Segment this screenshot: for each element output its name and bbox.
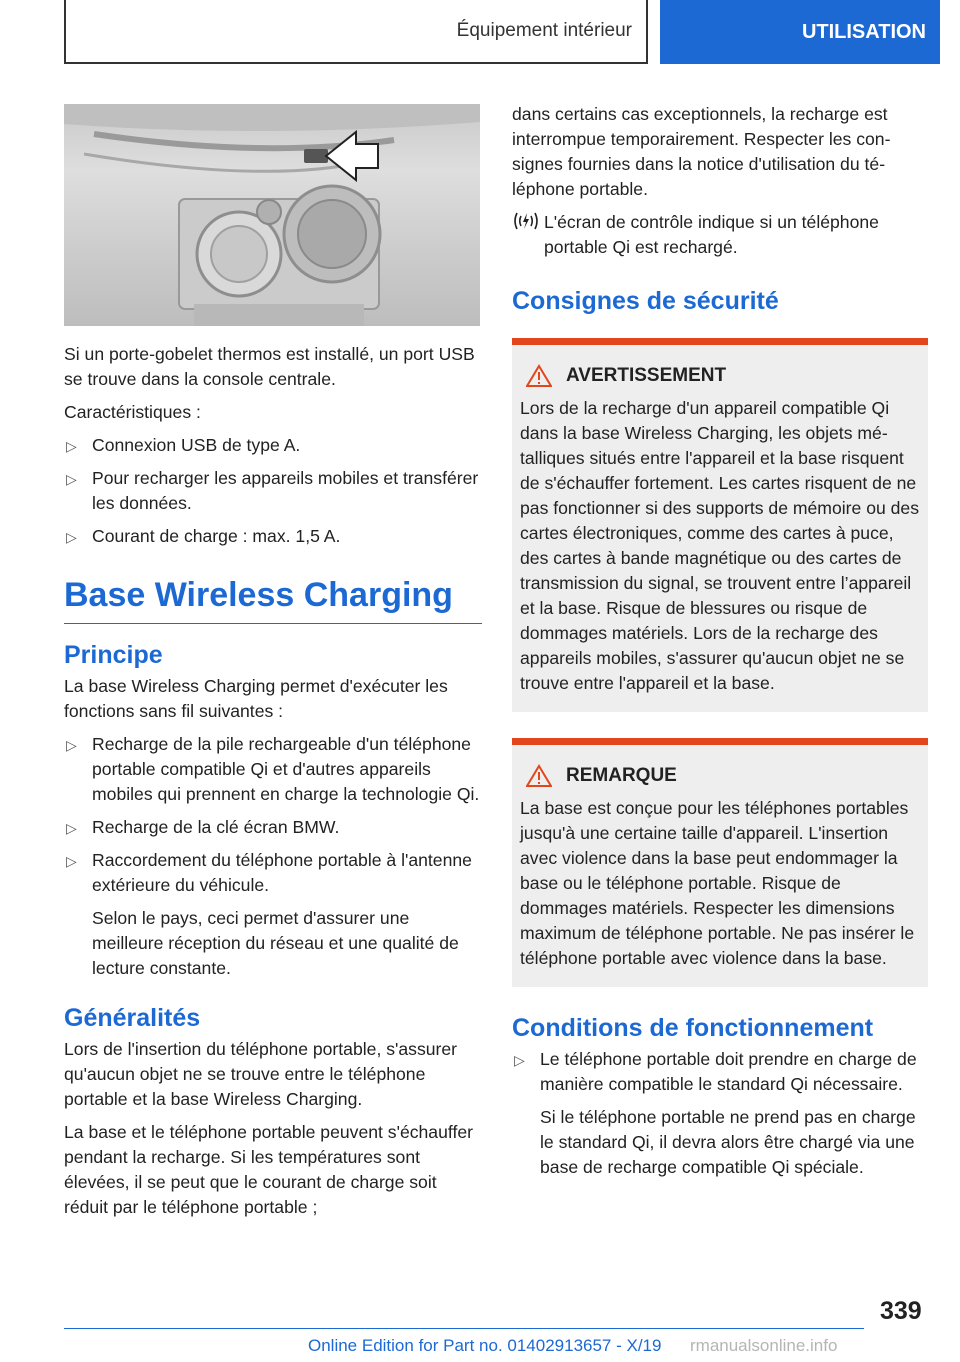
- principe-heading: Principe: [64, 641, 163, 669]
- list-item: ▷ Raccordement du téléphone portable à l'antenne extérieure du véhicule.: [66, 850, 472, 895]
- bullet-triangle-icon: ▷: [66, 853, 77, 869]
- list-item: ▷ Recharge de la pile rechargeable d'un téléphone portable compatible Qi et d'autres appareils mobiles qui prennent en charge la technologie Qi.: [66, 734, 480, 804]
- bullet-triangle-icon: ▷: [66, 820, 77, 836]
- header-chapter-title: UTILISATION: [801, 20, 926, 43]
- warning-box: [512, 338, 928, 712]
- generalites-paragraph-2: La base et le téléphone portable peuvent s'échauffer pendant la recharge. Si les températures sont élevées, il se peut que le courant de charge soit réduit par le téléphone portable ;: [64, 1122, 473, 1217]
- indicator-line: [512, 210, 928, 268]
- header-section-title: Équipement intérieur: [456, 20, 632, 41]
- continued-text: dans certains cas exceptionnels, la recharge est interrompue temporairement. Respecter les consignes fournies dans la notice d'utilisation du téléphone portable.: [512, 104, 891, 199]
- footer-divider: [64, 1328, 864, 1329]
- note-text: La base est conçue pour les téléphones portables jusqu'à une certaine taille d'appareil. L'insertion avec violence dans la base peut endommager la base ou le téléphone portable. Risque de dommages matériels. Respecter les dimensions maximum de téléphone portable. Ne pas insérer le téléphone portable avec violence dans la base.: [520, 798, 915, 968]
- list-item: ▷ Recharge de la clé écran BMW.: [64, 815, 482, 840]
- bullet-triangle-icon: ▷: [66, 529, 77, 545]
- conditions-heading: Conditions de fonctionnement: [512, 1014, 874, 1042]
- warning-title: AVERTISSEMENT: [566, 365, 727, 386]
- page-number: 339: [880, 1297, 922, 1325]
- arrow-pointer-icon: [326, 132, 378, 180]
- warning-triangle-icon: [526, 764, 552, 788]
- safety-heading: Consignes de sécurité: [512, 287, 779, 315]
- indicator-text: L'écran de contrôle indique si un téléphone portable Qi est rechargé.: [544, 212, 879, 257]
- features-label: Caractéristiques :: [64, 402, 201, 422]
- warning-triangle-icon: [526, 364, 552, 388]
- note-box: [512, 738, 928, 987]
- bullet-triangle-icon: ▷: [66, 737, 77, 753]
- edition-text: Online Edition for Part no. 01402913657 - X/19: [308, 1336, 662, 1355]
- right-column: [512, 102, 928, 1188]
- bullet-triangle-icon: ▷: [66, 471, 77, 487]
- generalites-paragraph-1: Lors de l'insertion du téléphone portable, s'assurer qu'aucun objet ne se trouve entre le téléphone portable et la base Wireless Charging.: [64, 1039, 458, 1109]
- features-list: [64, 433, 482, 549]
- conditions-subtext: Si le téléphone portable ne prend pas en charge le standard Qi, il devra alors être chargé via une base de recharge compatible Qi spéciale.: [540, 1107, 916, 1177]
- conditions-list: [512, 1047, 928, 1097]
- section-heading: Base Wireless Charging: [64, 575, 482, 624]
- console-photo: [64, 104, 480, 326]
- principe-subtext: Selon le pays, ceci permet d'assurer une meilleure réception du réseau et une qualité de lecture constante.: [92, 908, 459, 978]
- principe-text: La base Wireless Charging permet d'exécuter les fonctions sans fil suivantes :: [64, 676, 448, 721]
- bullet-triangle-icon: ▷: [66, 438, 77, 454]
- note-title: REMARQUE: [566, 765, 677, 786]
- wireless-charging-icon: [512, 210, 544, 268]
- header-chapter: [660, 0, 940, 64]
- usb-intro: Si un porte-gobelet thermos est installé, un port USB se trouve dans la console centrale.: [64, 344, 475, 389]
- console-illustration: [64, 104, 480, 326]
- list-item: ▷ Le téléphone portable doit prendre en charge de manière compatible le standard Qi nécessaire.: [514, 1049, 917, 1094]
- list-item: ▷ Pour recharger les appareils mobiles et transférer les données.: [66, 468, 479, 513]
- header-section: [64, 0, 648, 64]
- list-item: ▷ Connexion USB de type A.: [64, 433, 482, 458]
- principe-list: [64, 732, 482, 898]
- bullet-triangle-icon: ▷: [514, 1052, 525, 1068]
- left-column: [64, 104, 482, 1228]
- list-item: ▷ Courant de charge : max. 1,5 A.: [64, 524, 482, 549]
- generalites-heading: Généralités: [64, 1004, 201, 1032]
- watermark: rmanualsonline.info: [690, 1336, 838, 1355]
- warning-text: Lors de la recharge d'un appareil compatible Qi dans la base Wireless Charging, les objets métalliques situés entre l'appareil et la base risquent de s'échauffer fortement. Les cartes risquent de ne pas fonctionner si des supports de mémoire ou des cartes électroniques, comme des cartes à puce, des cartes à bande magnétique ou des cartes de transmission du signal, se trouvent entre l’appareil et la base. Risque de blessures ou risque de dommages matériels. Lors de la recharge des appareils mobiles, s'assurer qu'aucun objet ne se trouve entre l'appareil et la base.: [520, 398, 920, 693]
